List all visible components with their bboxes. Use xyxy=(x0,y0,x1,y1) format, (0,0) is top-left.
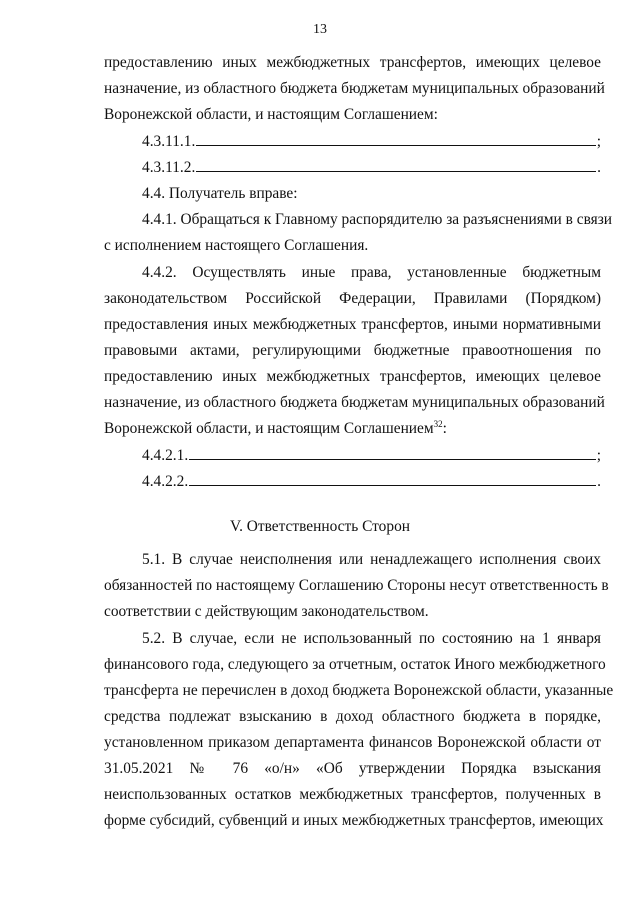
clause-4-4-2-line: законодательством Российской Федерации, Правилами (Порядком) xyxy=(104,290,601,307)
clause-text: Воронежской области, и настоящим Соглашением xyxy=(104,420,434,437)
paragraph-line: Воронежской области, и настоящим Соглашением: xyxy=(104,106,438,123)
clause-5-2-line: 31.05.2021 № 76 «о/н» «Об утверждении Порядка взыскания xyxy=(104,760,601,777)
clause-4-4: 4.4. Получатель вправе: xyxy=(142,185,298,202)
item-end: ; xyxy=(596,447,601,464)
blank-item-4-3-11-2 xyxy=(142,157,601,179)
section-heading: V. Ответственность Сторон xyxy=(229,518,411,535)
blank-item-4-4-2-2 xyxy=(142,471,601,493)
item-end: . xyxy=(597,159,601,176)
item-label: 4.4.2.1. xyxy=(142,447,189,464)
clause-text-end: : xyxy=(442,420,447,437)
fill-in-line xyxy=(196,144,595,146)
item-label: 4.4.2.2. xyxy=(142,473,189,490)
clause-4-4-2-line: правовыми актами, регулирующими бюджетные правоотношения по xyxy=(104,342,601,359)
fill-in-line xyxy=(196,170,596,172)
clause-4-4-2-line: предоставлению иных межбюджетных трансфертов, имеющих целевое xyxy=(104,368,601,385)
clause-4-4-1-line: 4.4.1. Обращаться к Главному распорядителю за разъяснениями в связи xyxy=(142,211,613,228)
clause-5-2-line: неиспользованных остатков межбюджетных трансфертов, полученных в xyxy=(104,786,601,803)
clause-5-1-line: обязанностей по настоящему Соглашению Стороны несут ответственность в xyxy=(104,577,609,594)
clause-5-2-line: установленном приказом департамента финансов Воронежской области от xyxy=(104,734,601,751)
clause-4-4-2-line: предоставления иных межбюджетных трансфертов, иными нормативными xyxy=(104,316,601,333)
clause-5-1-line: 5.1. В случае неисполнения или ненадлежащего исполнения своих xyxy=(142,551,601,568)
clause-5-1-line: соответствии с действующим законодательством. xyxy=(104,603,429,620)
item-label: 4.3.11.1. xyxy=(142,133,196,150)
item-label: 4.3.11.2. xyxy=(142,159,196,176)
fill-in-line xyxy=(189,484,596,486)
page-number: 13 xyxy=(313,22,327,37)
paragraph-line: предоставлению иных межбюджетных трансфертов, имеющих целевое xyxy=(104,54,601,71)
clause-4-4-2-line: назначение, из областного бюджета бюджетам муниципальных образований xyxy=(104,394,605,411)
clause-4-4-1-line: с исполнением настоящего Соглашения. xyxy=(104,237,369,254)
clause-5-2-line: форме субсидий, субвенций и иных межбюджетных трансфертов, имеющих xyxy=(104,812,604,829)
clause-5-2-line: средства подлежат взысканию в доход областного бюджета в порядке, xyxy=(104,708,601,725)
clause-5-2-line: финансового года, следующего за отчетным, остаток Иного межбюджетного xyxy=(104,656,606,673)
clause-5-2-line: трансферта не перечислен в доход бюджета Воронежской области, указанные xyxy=(104,682,614,699)
item-end: . xyxy=(597,473,601,490)
fill-in-line xyxy=(189,458,596,460)
blank-item-4-4-2-1 xyxy=(142,445,601,467)
clause-5-2-line: 5.2. В случае, если не использованный по состоянию на 1 января xyxy=(142,630,601,647)
blank-item-4-3-11-1 xyxy=(142,131,601,153)
paragraph-line: назначение, из областного бюджета бюджетам муниципальных образований xyxy=(104,80,605,97)
clause-4-4-2-line xyxy=(104,418,601,440)
item-end: ; xyxy=(596,133,601,150)
footnote-ref: 32 xyxy=(433,419,443,429)
clause-4-4-2-line: 4.4.2. Осуществлять иные права, установленные бюджетным xyxy=(142,264,601,281)
